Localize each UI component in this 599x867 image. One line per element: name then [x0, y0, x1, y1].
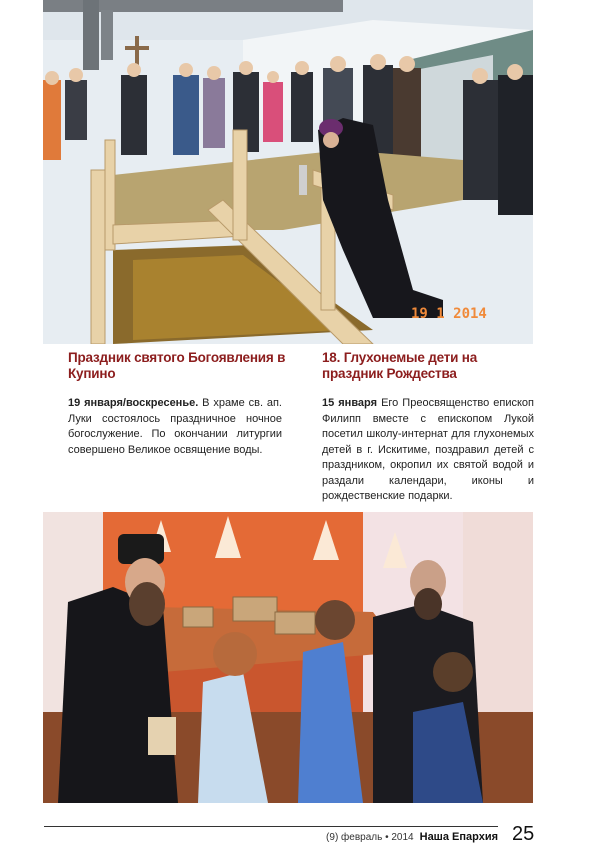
article-date: 15 января [322, 397, 378, 409]
epiphany-photo [43, 0, 533, 344]
article-heading: 18. Глухонемые дети на праздник Рождества [322, 350, 478, 381]
article-heading: Праздник святого Богоявления в Купино [68, 350, 286, 381]
page-number: 25 [512, 823, 535, 845]
date-stamp: 19 1 2014 [411, 306, 487, 322]
article-text: В храме св. ап. Луки состоялось праздничное ночное богослужение. По окончании литургии совершено Великое освящение воды. [68, 397, 282, 456]
article-deaf-children [322, 350, 534, 505]
article-body [46, 396, 282, 458]
footer-meta [44, 831, 498, 843]
publication-name: Наша Епархия [419, 831, 498, 843]
footer-rule [44, 826, 498, 827]
article-body [322, 396, 534, 505]
article-epiphany [46, 350, 286, 458]
issue-info: (9) февраль • 2014 [326, 832, 414, 843]
article-text: Его Преосвященство епископ Филипп вместе с епископом Лукой посетил школу-интернат для глухонемых детей в г. Искитиме, поздравил детей с праздником, окропил их святой водой и раздали календари, иконы и рождественские подарки. [322, 397, 534, 502]
article-date: 19 января/воскресенье. [68, 397, 199, 409]
christmas-visit-photo [43, 512, 533, 803]
